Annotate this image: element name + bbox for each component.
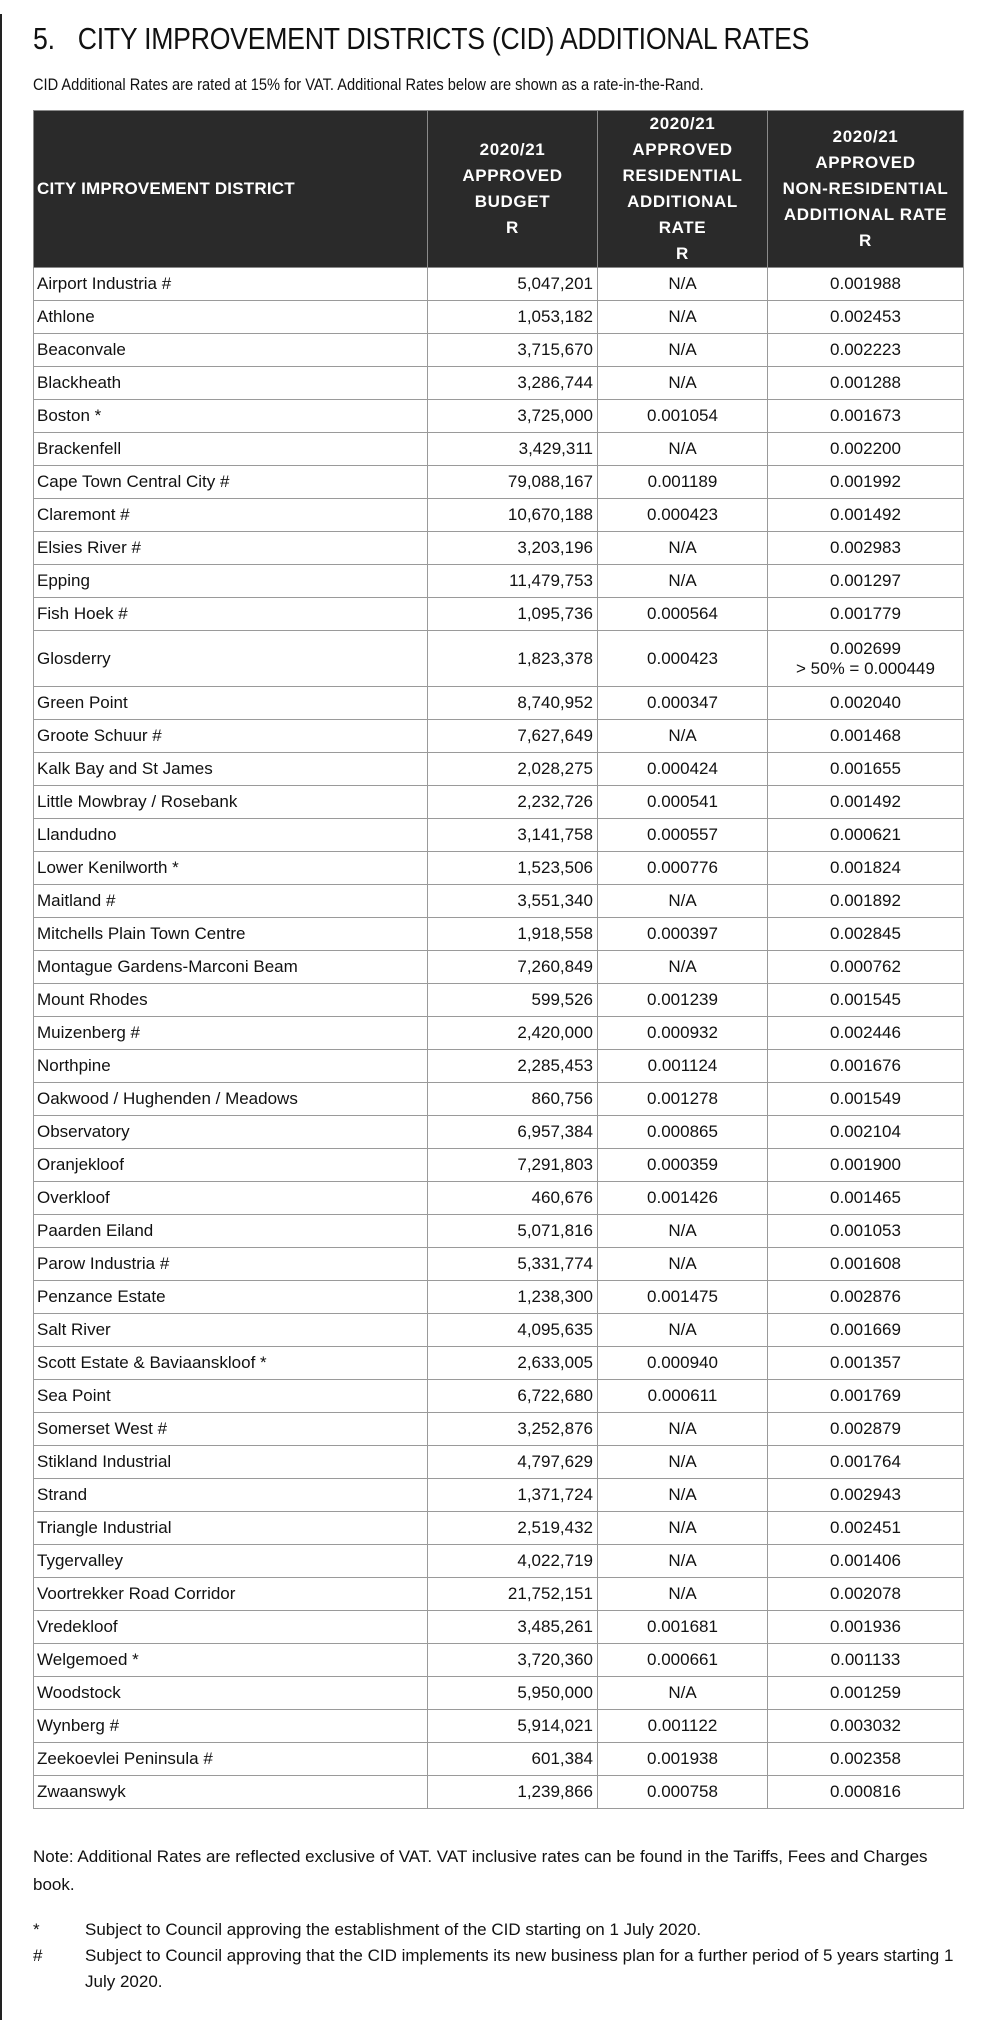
district-name-cell: Brackenfell: [34, 433, 428, 466]
table-row: [34, 433, 964, 466]
table-row: [34, 1479, 964, 1512]
table-row: [34, 753, 964, 786]
non-residential-rate-cell: 0.002040: [768, 687, 964, 720]
residential-rate-cell: N/A: [598, 301, 768, 334]
table-row: [34, 598, 964, 631]
residential-rate-cell: 0.001124: [598, 1050, 768, 1083]
residential-rate-cell: 0.000611: [598, 1380, 768, 1413]
budget-cell: 7,627,649: [428, 720, 598, 753]
table-row: [34, 1743, 964, 1776]
non-residential-rate-cell: 0.001468: [768, 720, 964, 753]
table-row: [34, 1776, 964, 1809]
district-name-cell: Strand: [34, 1479, 428, 1512]
budget-cell: 2,285,453: [428, 1050, 598, 1083]
table-row: [34, 1578, 964, 1611]
district-name-cell: Penzance Estate: [34, 1281, 428, 1314]
footnote-symbol: #: [33, 1946, 43, 1965]
non-residential-rate-cell: 0.001406: [768, 1545, 964, 1578]
table-row: [34, 1380, 964, 1413]
district-name-cell: Fish Hoek #: [34, 598, 428, 631]
non-residential-rate-cell: 0.002451: [768, 1512, 964, 1545]
document-page: [33, 0, 963, 1995]
budget-cell: 3,141,758: [428, 819, 598, 852]
residential-rate-cell: 0.001938: [598, 1743, 768, 1776]
budget-cell: 2,420,000: [428, 1017, 598, 1050]
district-name-cell: Zeekoevlei Peninsula #: [34, 1743, 428, 1776]
table-row: [34, 1446, 964, 1479]
district-name-cell: Wynberg #: [34, 1710, 428, 1743]
non-residential-rate-cell: 0.002358: [768, 1743, 964, 1776]
non-residential-rate-cell: 0.003032: [768, 1710, 964, 1743]
budget-cell: 10,670,188: [428, 499, 598, 532]
non-residential-rate-cell: 0.001549: [768, 1083, 964, 1116]
budget-cell: 4,022,719: [428, 1545, 598, 1578]
district-name-cell: Salt River: [34, 1314, 428, 1347]
residential-rate-cell: 0.001475: [598, 1281, 768, 1314]
budget-cell: 1,823,378: [428, 631, 598, 687]
district-name-cell: Athlone: [34, 301, 428, 334]
budget-cell: 1,095,736: [428, 598, 598, 631]
budget-cell: 7,291,803: [428, 1149, 598, 1182]
district-name-cell: Woodstock: [34, 1677, 428, 1710]
table-row: [34, 1017, 964, 1050]
budget-cell: 2,633,005: [428, 1347, 598, 1380]
residential-rate-cell: N/A: [598, 1215, 768, 1248]
residential-rate-cell: N/A: [598, 565, 768, 598]
non-residential-rate-cell: 0.001900: [768, 1149, 964, 1182]
residential-rate-cell: N/A: [598, 1413, 768, 1446]
table-body: [34, 268, 964, 1809]
residential-rate-cell: 0.000423: [598, 631, 768, 687]
non-residential-rate-value: 0.002699: [830, 638, 901, 658]
non-residential-rate-cell: 0.002876: [768, 1281, 964, 1314]
budget-cell: 7,260,849: [428, 951, 598, 984]
budget-cell: 5,950,000: [428, 1677, 598, 1710]
residential-rate-cell: N/A: [598, 367, 768, 400]
budget-cell: 601,384: [428, 1743, 598, 1776]
non-residential-rate-cell: 0.001492: [768, 499, 964, 532]
residential-rate-cell: N/A: [598, 1677, 768, 1710]
district-name-cell: Epping: [34, 565, 428, 598]
non-residential-rate-cell: 0.001769: [768, 1380, 964, 1413]
table-row: [34, 1611, 964, 1644]
residential-rate-cell: 0.000557: [598, 819, 768, 852]
non-residential-rate-cell: 0.001655: [768, 753, 964, 786]
residential-rate-cell: 0.000661: [598, 1644, 768, 1677]
table-row: [34, 1314, 964, 1347]
table-row: [34, 1677, 964, 1710]
district-name-cell: Llandudno: [34, 819, 428, 852]
budget-cell: 5,071,816: [428, 1215, 598, 1248]
residential-rate-cell: 0.000423: [598, 499, 768, 532]
district-name-cell: Triangle Industrial: [34, 1512, 428, 1545]
section-intro: CID Additional Rates are rated at 15% for VAT. Additional Rates below are shown as a rate-in-the-Rand.: [33, 75, 704, 94]
table-row: [34, 268, 964, 301]
budget-cell: 5,047,201: [428, 268, 598, 301]
residential-rate-cell: 0.000776: [598, 852, 768, 885]
table-row: [34, 951, 964, 984]
table-row: [34, 565, 964, 598]
non-residential-rate-cell: 0.001824: [768, 852, 964, 885]
district-name-cell: Parow Industria #: [34, 1248, 428, 1281]
residential-rate-cell: 0.001426: [598, 1182, 768, 1215]
header-residential-rate: 2020/21 APPROVED RESIDENTIAL ADDITIONAL RATE R: [598, 111, 768, 268]
budget-cell: 79,088,167: [428, 466, 598, 499]
non-residential-rate-cell: 0.001259: [768, 1677, 964, 1710]
budget-cell: 2,519,432: [428, 1512, 598, 1545]
table-row: [34, 400, 964, 433]
district-name-cell: Oranjekloof: [34, 1149, 428, 1182]
district-name-cell: Claremont #: [34, 499, 428, 532]
residential-rate-cell: N/A: [598, 1248, 768, 1281]
district-name-cell: Lower Kenilworth *: [34, 852, 428, 885]
table-row: [34, 1281, 964, 1314]
non-residential-rate-cell: 0.000816: [768, 1776, 964, 1809]
non-residential-rate-cell: 0.000762: [768, 951, 964, 984]
header-non-residential-rate: 2020/21 APPROVED NON-RESIDENTIAL ADDITIONAL RATE R: [768, 111, 964, 268]
district-name-cell: Elsies River #: [34, 532, 428, 565]
residential-rate-cell: N/A: [598, 532, 768, 565]
non-residential-rate-cell: 0.001669: [768, 1314, 964, 1347]
district-name-cell: Montague Gardens-Marconi Beam: [34, 951, 428, 984]
non-residential-rate-cell: 0.002104: [768, 1116, 964, 1149]
district-name-cell: Airport Industria #: [34, 268, 428, 301]
non-residential-rate-cell: 0.002223: [768, 334, 964, 367]
budget-cell: 3,485,261: [428, 1611, 598, 1644]
footnotes: [33, 1917, 963, 1995]
district-name-cell: Beaconvale: [34, 334, 428, 367]
non-residential-rate-cell: [768, 631, 964, 687]
budget-cell: 21,752,151: [428, 1578, 598, 1611]
budget-cell: 3,252,876: [428, 1413, 598, 1446]
table-row: [34, 1116, 964, 1149]
budget-cell: 860,756: [428, 1083, 598, 1116]
district-name-cell: Stikland Industrial: [34, 1446, 428, 1479]
residential-rate-cell: 0.001278: [598, 1083, 768, 1116]
residential-rate-cell: 0.000940: [598, 1347, 768, 1380]
table-row: [34, 720, 964, 753]
district-name-cell: Northpine: [34, 1050, 428, 1083]
district-name-cell: Boston *: [34, 400, 428, 433]
residential-rate-cell: N/A: [598, 1446, 768, 1479]
table-row: [34, 786, 964, 819]
header-budget: 2020/21 APPROVED BUDGET R: [428, 111, 598, 268]
district-name-cell: Muizenberg #: [34, 1017, 428, 1050]
table-row: [34, 631, 964, 687]
residential-rate-cell: N/A: [598, 1578, 768, 1611]
residential-rate-cell: N/A: [598, 1479, 768, 1512]
table-row: [34, 1248, 964, 1281]
residential-rate-cell: 0.001189: [598, 466, 768, 499]
district-name-cell: Observatory: [34, 1116, 428, 1149]
budget-cell: 1,371,724: [428, 1479, 598, 1512]
header-district: CITY IMPROVEMENT DISTRICT: [34, 111, 428, 268]
district-name-cell: Blackheath: [34, 367, 428, 400]
residential-rate-cell: N/A: [598, 268, 768, 301]
budget-cell: 6,722,680: [428, 1380, 598, 1413]
section-title: CITY IMPROVEMENT DISTRICTS (CID) ADDITIONAL RATES: [77, 21, 810, 56]
budget-cell: 1,239,866: [428, 1776, 598, 1809]
residential-rate-cell: 0.000932: [598, 1017, 768, 1050]
district-name-cell: Somerset West #: [34, 1413, 428, 1446]
budget-cell: 599,526: [428, 984, 598, 1017]
district-name-cell: Tygervalley: [34, 1545, 428, 1578]
table-row: [34, 819, 964, 852]
district-name-cell: Zwaanswyk: [34, 1776, 428, 1809]
district-name-cell: Overkloof: [34, 1182, 428, 1215]
non-residential-rate-cell: 0.002446: [768, 1017, 964, 1050]
budget-cell: 11,479,753: [428, 565, 598, 598]
table-row: [34, 1149, 964, 1182]
non-residential-rate-cell: 0.001608: [768, 1248, 964, 1281]
budget-cell: 6,957,384: [428, 1116, 598, 1149]
district-name-cell: Green Point: [34, 687, 428, 720]
non-residential-rate-cell: 0.002845: [768, 918, 964, 951]
table-row: [34, 334, 964, 367]
residential-rate-cell: 0.001681: [598, 1611, 768, 1644]
non-residential-rate-cell: 0.001992: [768, 466, 964, 499]
residential-rate-cell: 0.000564: [598, 598, 768, 631]
non-residential-rate-cell: 0.001779: [768, 598, 964, 631]
district-name-cell: Oakwood / Hughenden / Meadows: [34, 1083, 428, 1116]
non-residential-rate-cell: 0.001297: [768, 565, 964, 598]
table-header-row: [34, 111, 964, 268]
non-residential-rate-cell: 0.002078: [768, 1578, 964, 1611]
footnote-symbol: *: [33, 1920, 40, 1939]
budget-cell: 5,331,774: [428, 1248, 598, 1281]
budget-cell: 4,095,635: [428, 1314, 598, 1347]
non-residential-rate-cell: 0.001676: [768, 1050, 964, 1083]
section-number: 5.: [33, 21, 55, 56]
budget-cell: 3,286,744: [428, 367, 598, 400]
non-residential-rate-cell: 0.001465: [768, 1182, 964, 1215]
non-residential-rate-cell: 0.000621: [768, 819, 964, 852]
residential-rate-cell: N/A: [598, 1512, 768, 1545]
table-row: [34, 466, 964, 499]
table-row: [34, 1512, 964, 1545]
footnote-text: Subject to Council approving that the CID implements its new business plan for a further period of 5 years starting 1 July 2020.: [85, 1946, 954, 1991]
budget-cell: 3,429,311: [428, 433, 598, 466]
budget-cell: 4,797,629: [428, 1446, 598, 1479]
district-name-cell: Mitchells Plain Town Centre: [34, 918, 428, 951]
table-row: [34, 1644, 964, 1677]
non-residential-rate-cell: 0.001936: [768, 1611, 964, 1644]
cid-rates-table: [33, 110, 964, 1809]
budget-cell: 3,720,360: [428, 1644, 598, 1677]
budget-cell: 1,918,558: [428, 918, 598, 951]
table-row: [34, 301, 964, 334]
table-row: [34, 1347, 964, 1380]
table-row: [34, 1215, 964, 1248]
table-row: [34, 852, 964, 885]
residential-rate-cell: N/A: [598, 720, 768, 753]
district-name-cell: Scott Estate & Baviaanskloof *: [34, 1347, 428, 1380]
non-residential-rate-cell: 0.001492: [768, 786, 964, 819]
residential-rate-cell: 0.001054: [598, 400, 768, 433]
section-heading: [33, 0, 833, 56]
district-name-cell: Sea Point: [34, 1380, 428, 1413]
district-name-cell: Cape Town Central City #: [34, 466, 428, 499]
budget-cell: 3,725,000: [428, 400, 598, 433]
non-residential-rate-cell: 0.001133: [768, 1644, 964, 1677]
non-residential-rate-cell: 0.002983: [768, 532, 964, 565]
non-residential-rate-cell: 0.002943: [768, 1479, 964, 1512]
non-residential-rate-cell: 0.002453: [768, 301, 964, 334]
residential-rate-cell: 0.001122: [598, 1710, 768, 1743]
table-row: [34, 918, 964, 951]
budget-cell: 1,238,300: [428, 1281, 598, 1314]
district-name-cell: Maitland #: [34, 885, 428, 918]
non-residential-rate-cell: 0.001288: [768, 367, 964, 400]
table-row: [34, 532, 964, 565]
non-residential-rate-cell: 0.001545: [768, 984, 964, 1017]
residential-rate-cell: N/A: [598, 951, 768, 984]
district-name-cell: Paarden Eiland: [34, 1215, 428, 1248]
non-residential-rate-cell: 0.001357: [768, 1347, 964, 1380]
table-row: [34, 687, 964, 720]
non-residential-rate-cell: 0.002879: [768, 1413, 964, 1446]
residential-rate-cell: 0.001239: [598, 984, 768, 1017]
district-name-cell: Kalk Bay and St James: [34, 753, 428, 786]
non-residential-rate-cell: 0.001988: [768, 268, 964, 301]
non-residential-rate-cell: 0.001673: [768, 400, 964, 433]
residential-rate-cell: N/A: [598, 1545, 768, 1578]
footnote-star: [33, 1917, 963, 1943]
table-row: [34, 1545, 964, 1578]
residential-rate-cell: 0.000865: [598, 1116, 768, 1149]
non-residential-rate-cell: 0.001764: [768, 1446, 964, 1479]
budget-cell: 3,715,670: [428, 334, 598, 367]
non-residential-rate-cell: 0.001053: [768, 1215, 964, 1248]
non-residential-rate-threshold: > 50% = 0.000449: [796, 658, 935, 678]
district-name-cell: Glosderry: [34, 631, 428, 687]
district-name-cell: Groote Schuur #: [34, 720, 428, 753]
table-row: [34, 1710, 964, 1743]
budget-cell: 5,914,021: [428, 1710, 598, 1743]
budget-cell: 3,551,340: [428, 885, 598, 918]
budget-cell: 2,232,726: [428, 786, 598, 819]
table-row: [34, 1083, 964, 1116]
residential-rate-cell: 0.000541: [598, 786, 768, 819]
residential-rate-cell: N/A: [598, 334, 768, 367]
budget-cell: 1,523,506: [428, 852, 598, 885]
residential-rate-cell: N/A: [598, 433, 768, 466]
budget-cell: 3,203,196: [428, 532, 598, 565]
left-margin-rule: [0, 14, 2, 2020]
table-row: [34, 499, 964, 532]
district-name-cell: Welgemoed *: [34, 1644, 428, 1677]
residential-rate-cell: 0.000347: [598, 687, 768, 720]
non-residential-rate-cell: 0.002200: [768, 433, 964, 466]
footnote-hash: [33, 1943, 963, 1995]
district-name-cell: Mount Rhodes: [34, 984, 428, 1017]
vat-note: Note: Additional Rates are reflected exclusive of VAT. VAT inclusive rates can be found in the Tariffs, Fees and Charges book.: [33, 1847, 928, 1894]
footnote-text: Subject to Council approving the establishment of the CID starting on 1 July 2020.: [85, 1920, 702, 1939]
residential-rate-cell: 0.000424: [598, 753, 768, 786]
budget-cell: 2,028,275: [428, 753, 598, 786]
table-row: [34, 1413, 964, 1446]
budget-cell: 8,740,952: [428, 687, 598, 720]
district-name-cell: Voortrekker Road Corridor: [34, 1578, 428, 1611]
table-row: [34, 885, 964, 918]
district-name-cell: Vredekloof: [34, 1611, 428, 1644]
residential-rate-cell: N/A: [598, 1314, 768, 1347]
residential-rate-cell: N/A: [598, 885, 768, 918]
residential-rate-cell: 0.000397: [598, 918, 768, 951]
budget-cell: 460,676: [428, 1182, 598, 1215]
table-row: [34, 1182, 964, 1215]
table-row: [34, 1050, 964, 1083]
budget-cell: 1,053,182: [428, 301, 598, 334]
non-residential-rate-cell: 0.001892: [768, 885, 964, 918]
residential-rate-cell: 0.000758: [598, 1776, 768, 1809]
residential-rate-cell: 0.000359: [598, 1149, 768, 1182]
district-name-cell: Little Mowbray / Rosebank: [34, 786, 428, 819]
table-row: [34, 984, 964, 1017]
table-row: [34, 367, 964, 400]
